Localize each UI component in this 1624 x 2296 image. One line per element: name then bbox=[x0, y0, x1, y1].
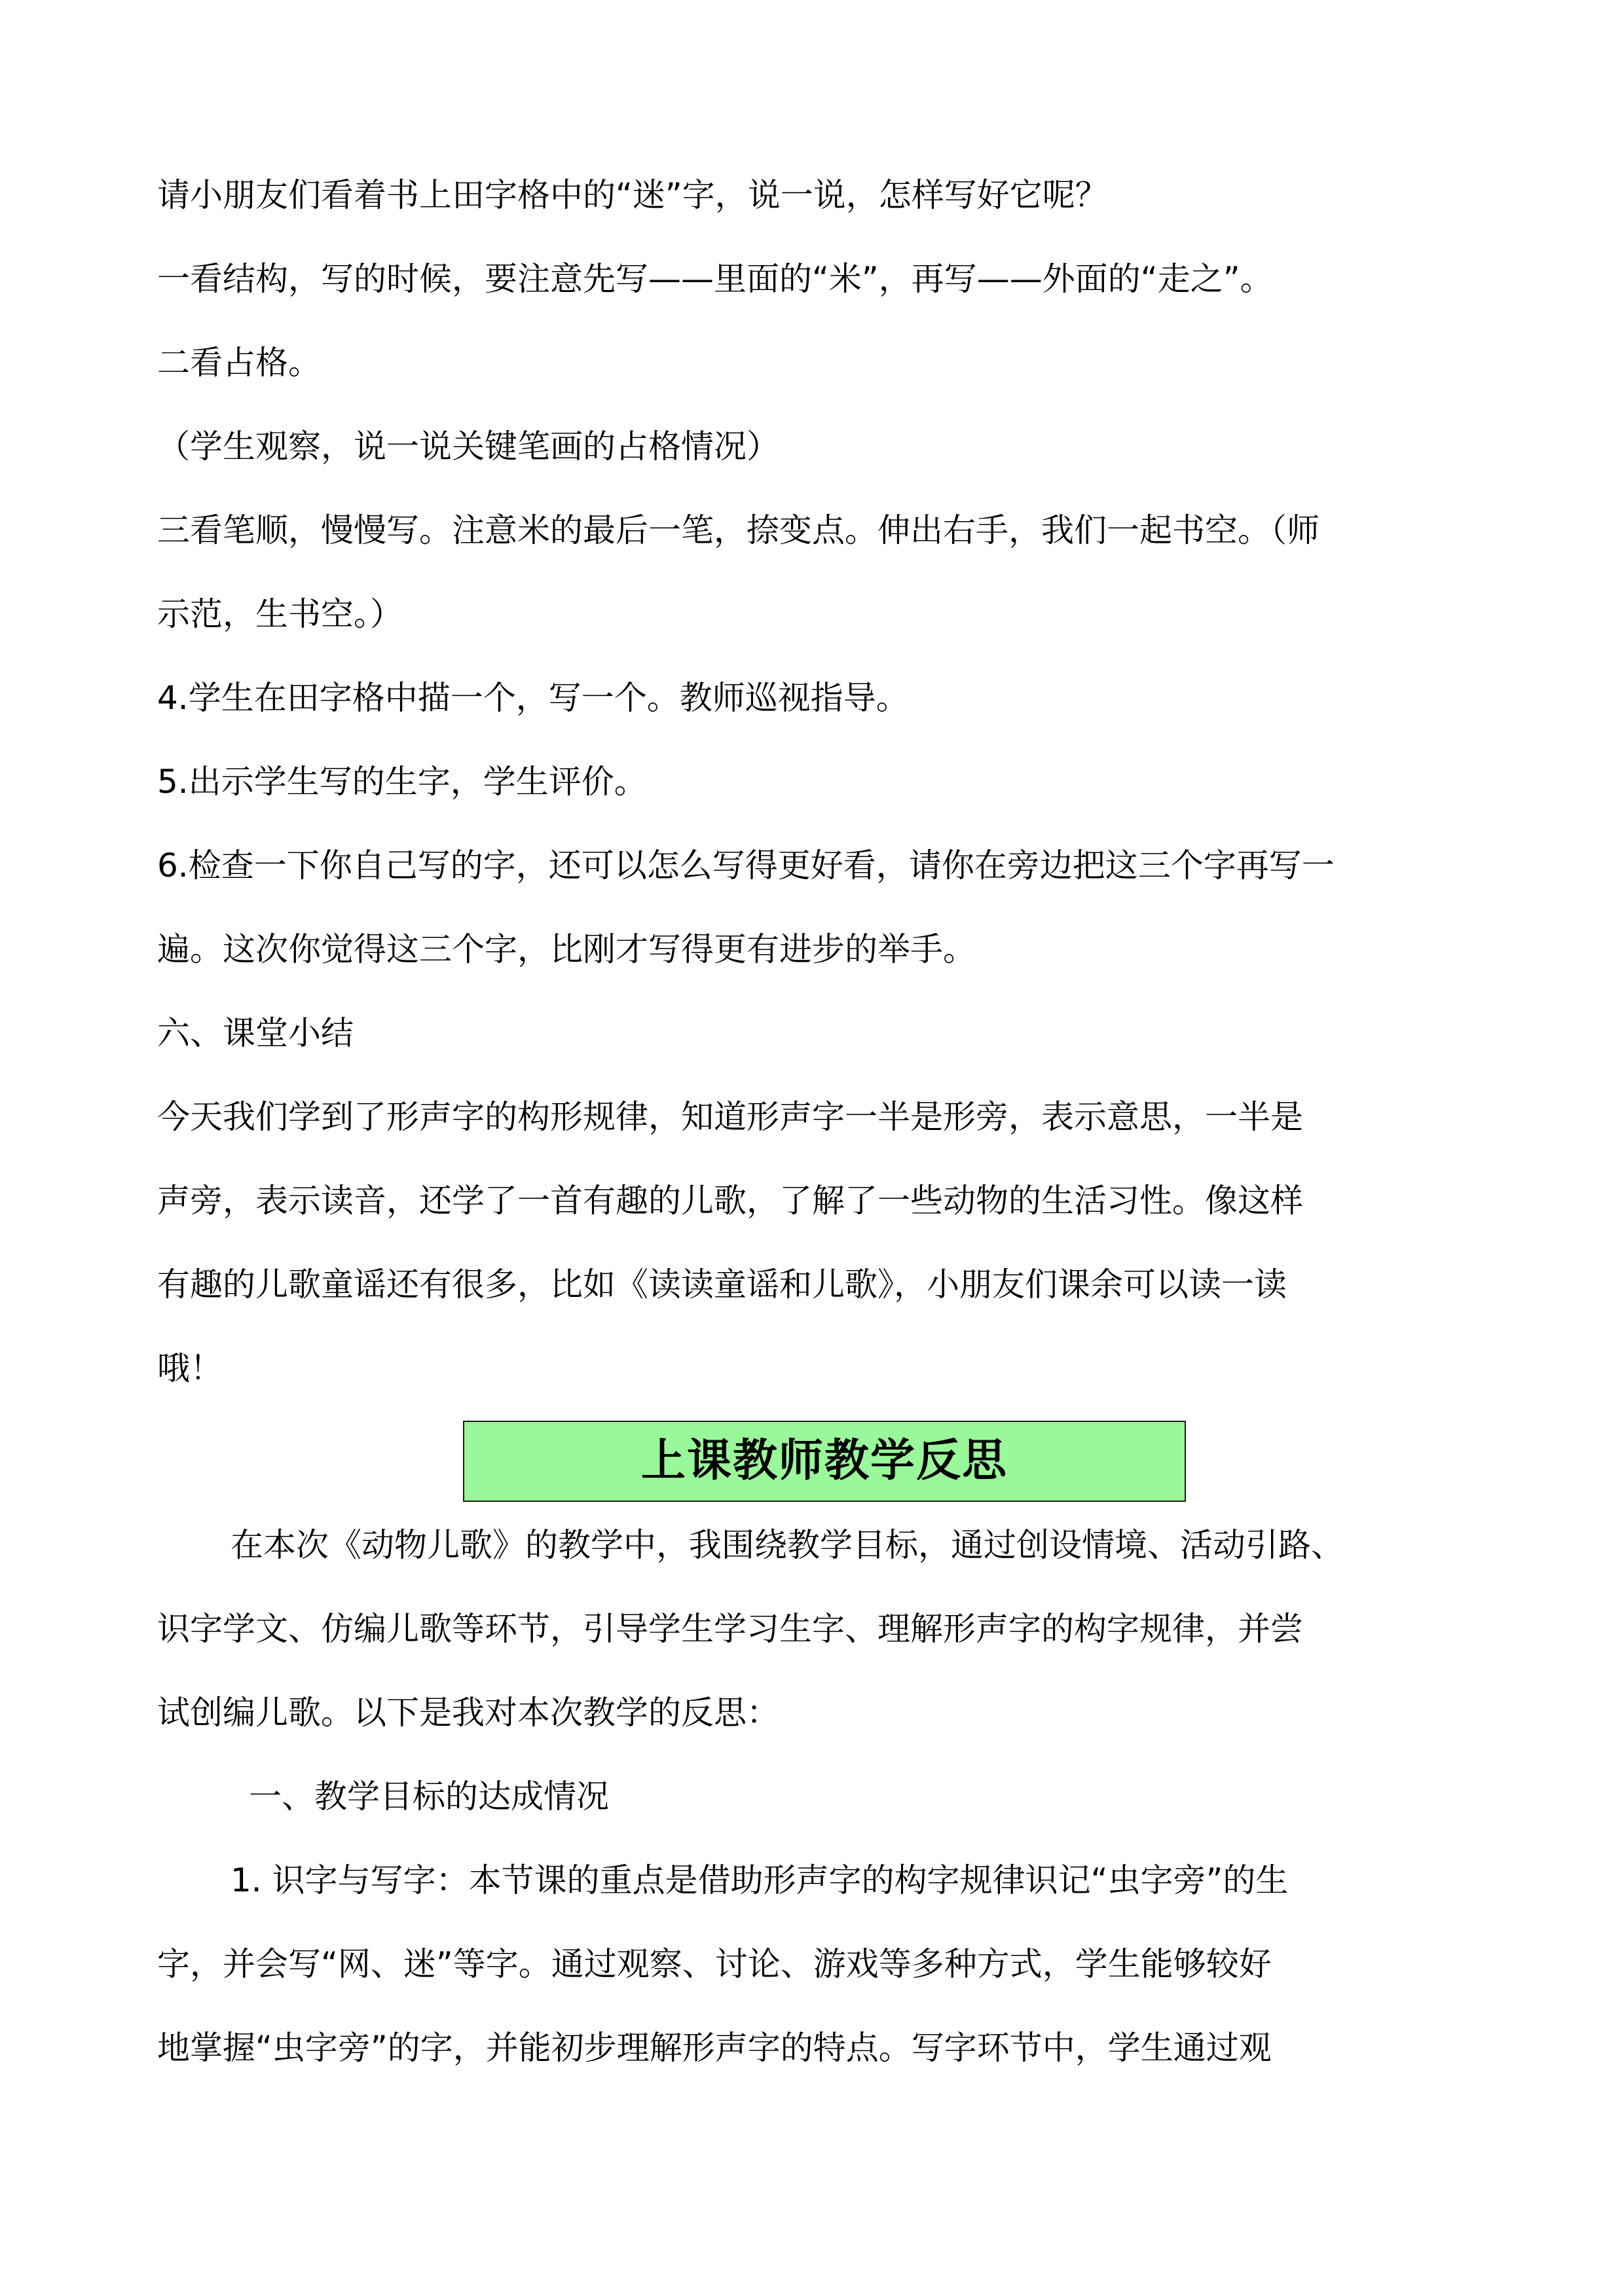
paragraph-line: 字，并会写“网、迷”等字。通过观察、讨论、游戏等多种方式，学生能够较好 bbox=[157, 1945, 1272, 1983]
paragraph-line: 三看笔顺，慢慢写。注意米的最后一笔，捺变点。伸出右手，我们一起书空。（师 bbox=[157, 511, 1320, 549]
paragraph-line: 一看结构，写的时候，要注意先写——里面的“米”，再写——外面的“走之”。 bbox=[157, 260, 1273, 298]
paragraph-line: 请小朋友们看着书上田字格中的“迷”字，说一说，怎样写好它呢？ bbox=[157, 176, 1108, 214]
paragraph-line: 声旁，表示读音，还学了一首有趣的儿歌，了解了一些动物的生活习性。像这样 bbox=[157, 1182, 1303, 1220]
paragraph-line: 在本次《动物儿歌》的教学中，我围绕教学目标，通过创设情境、活动引路、 bbox=[231, 1526, 1344, 1564]
paragraph-line: 二看占格。 bbox=[157, 344, 321, 382]
paragraph-line: 地掌握“虫字旁”的字，并能初步理解形声字的特点。写字环节中，学生通过观 bbox=[157, 2029, 1272, 2067]
paragraph-line: 遍。这次你觉得这三个字，比刚才写得更有进步的举手。 bbox=[157, 930, 976, 968]
list-item: 4.学生在田字格中描一个，写一个。教师巡视指导。 bbox=[157, 679, 909, 717]
paragraph-line: 识字学文、仿编儿歌等环节，引导学生学习生字、理解形声字的构字规律，并尝 bbox=[157, 1610, 1303, 1648]
paragraph-line: （学生观察，说一说关键笔画的占格情况） bbox=[157, 428, 779, 465]
list-item: 6.检查一下你自己写的字，还可以怎么写得更好看，请你在旁边把这三个字再写一 bbox=[157, 847, 1335, 884]
paragraph-line: 有趣的儿歌童谣还有很多，比如《读读童谣和儿歌》，小朋友们课余可以读一读 bbox=[157, 1266, 1287, 1303]
paragraph-line: 示范，生书空。） bbox=[157, 595, 403, 633]
list-item: 1. 识字与写字：本节课的重点是借助形声字的构字规律识记“虫字旁”的生 bbox=[231, 1861, 1289, 1899]
list-item: 5.出示学生写的生字，学生评价。 bbox=[157, 763, 647, 801]
paragraph-line: 哦！ bbox=[157, 1349, 223, 1387]
paragraph-line: 试创编儿歌。以下是我对本次教学的反思： bbox=[157, 1694, 779, 1732]
section-title: 六、课堂小结 bbox=[157, 1014, 354, 1052]
subsection-title: 一、教学目标的达成情况 bbox=[249, 1777, 609, 1815]
paragraph-line: 今天我们学到了形声字的构形规律，知道形声字一半是形旁，表示意思，一半是 bbox=[157, 1098, 1303, 1136]
section-heading-box bbox=[463, 1421, 1186, 1502]
section-heading: 上课教师教学反思 bbox=[640, 1435, 1008, 1487]
